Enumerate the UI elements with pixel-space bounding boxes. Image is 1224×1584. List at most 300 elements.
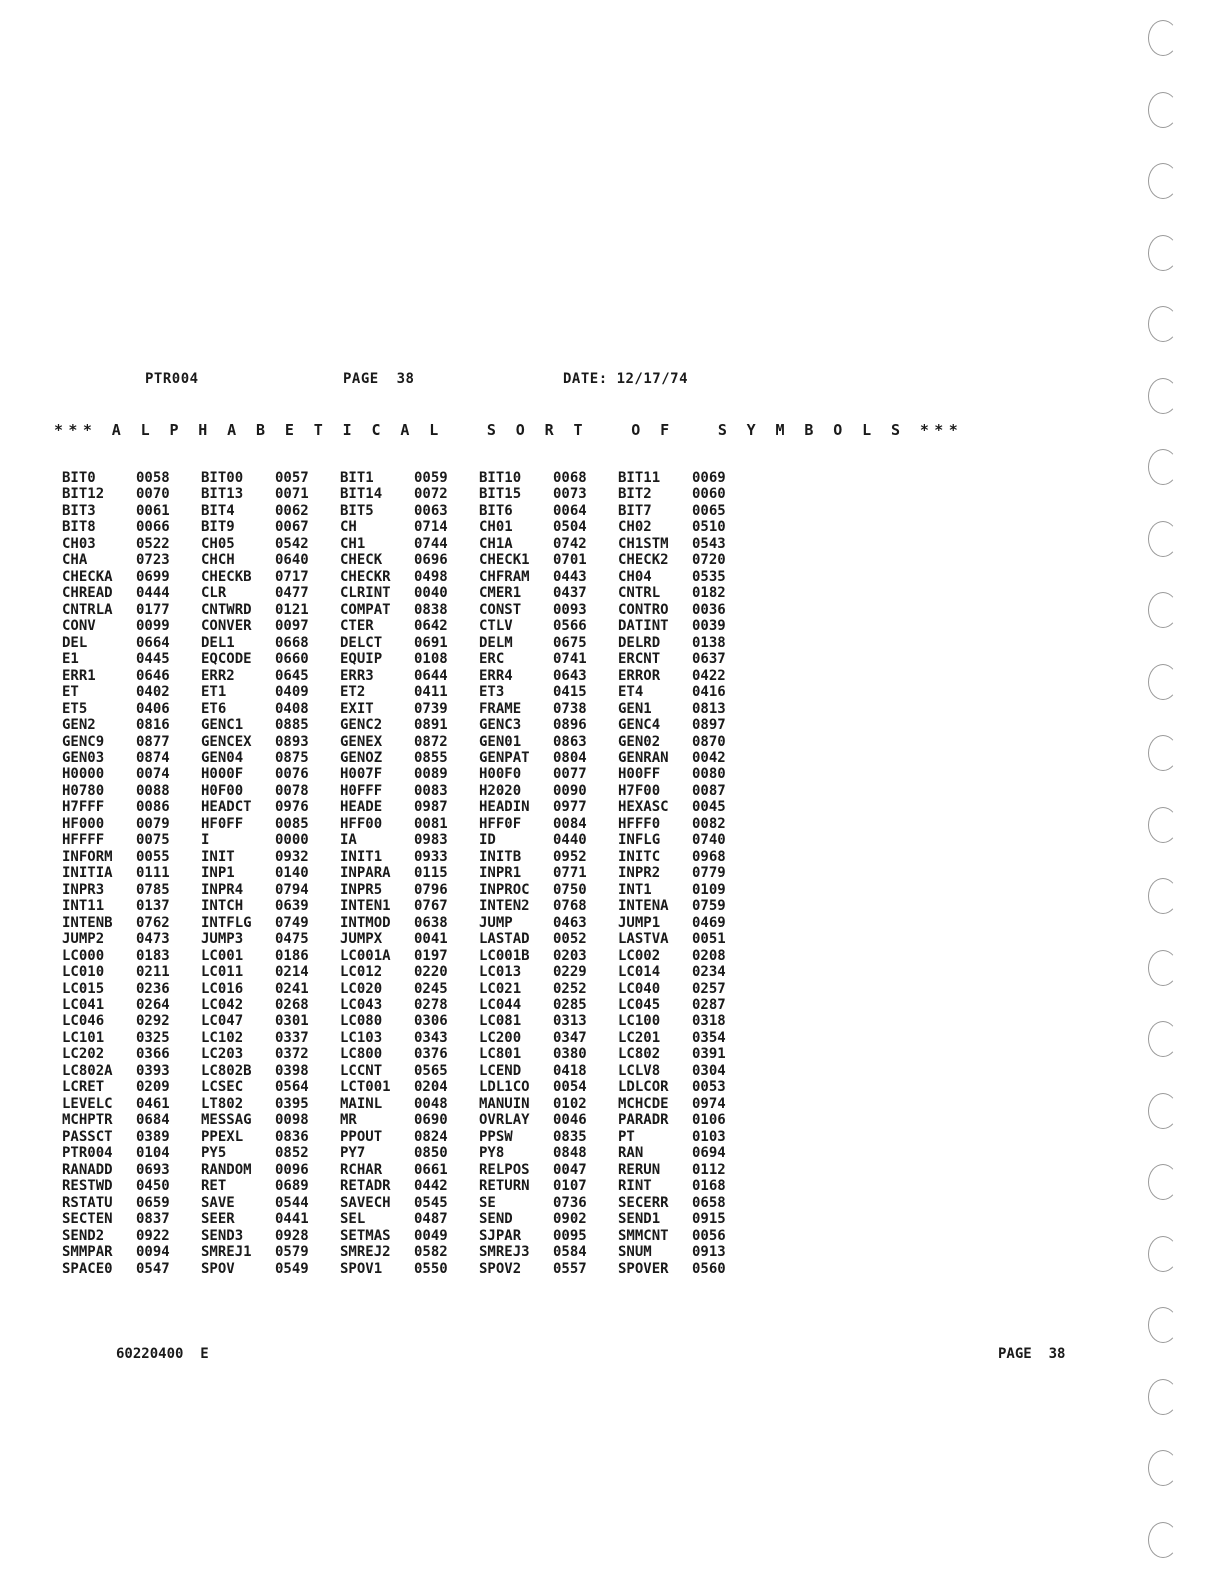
symbol-name: INFORM xyxy=(62,848,113,865)
symbol-address: 0062 xyxy=(275,502,309,519)
symbol-address: 0582 xyxy=(414,1244,448,1261)
feed-hole-icon xyxy=(1148,664,1178,700)
table-row xyxy=(62,1079,757,1095)
symbol-address: 0699 xyxy=(136,568,170,585)
symbol-name: H0780 xyxy=(62,782,105,799)
symbol-address: 0691 xyxy=(414,634,448,651)
table-row xyxy=(62,1261,757,1277)
symbol-name: RELPOS xyxy=(479,1161,530,1178)
symbol-address: 0566 xyxy=(553,618,587,635)
symbol-address: 0645 xyxy=(275,667,309,684)
symbol-name: LC100 xyxy=(618,1013,661,1030)
table-row xyxy=(62,684,757,700)
symbol-address: 0085 xyxy=(275,815,309,832)
symbol-address: 0762 xyxy=(136,914,170,931)
table-row xyxy=(62,1112,757,1128)
symbol-address: 0376 xyxy=(414,1046,448,1063)
symbol-name: LC010 xyxy=(62,964,105,981)
symbol-name: CHFRAM xyxy=(479,568,530,585)
symbol-address: 0739 xyxy=(414,700,448,717)
symbol-address: 0064 xyxy=(553,502,587,519)
symbol-name: LC015 xyxy=(62,980,105,997)
symbol-address: 0306 xyxy=(414,1013,448,1030)
symbol-name: CHECK2 xyxy=(618,552,669,569)
symbol-address: 0094 xyxy=(136,1244,170,1261)
symbol-address: 0115 xyxy=(414,865,448,882)
symbol-name: SPOV1 xyxy=(340,1260,383,1277)
symbol-address: 0138 xyxy=(692,634,726,651)
symbol-name: SAVE xyxy=(201,1194,235,1211)
symbol-address: 0000 xyxy=(275,832,309,849)
symbol-address: 0738 xyxy=(553,700,587,717)
symbol-address: 0046 xyxy=(553,1112,587,1129)
symbol-name: INT1 xyxy=(618,881,652,898)
symbol-address: 0059 xyxy=(414,470,448,486)
symbol-name: HEADCT xyxy=(201,799,252,816)
table-row xyxy=(62,635,757,651)
symbol-name: CH02 xyxy=(618,519,652,536)
symbol-name: HEADIN xyxy=(479,799,530,816)
symbol-name: INP1 xyxy=(201,865,235,882)
symbol-address: 0689 xyxy=(275,1178,309,1195)
symbol-name: ET4 xyxy=(618,684,644,701)
symbol-address: 0089 xyxy=(414,766,448,783)
symbol-name: LC001 xyxy=(201,947,244,964)
symbol-address: 0395 xyxy=(275,1095,309,1112)
symbol-name: SEL xyxy=(340,1211,366,1228)
symbol-name: GEN01 xyxy=(479,733,522,750)
symbol-name: RET xyxy=(201,1178,227,1195)
symbol-address: 0098 xyxy=(275,1112,309,1129)
symbol-name: LC800 xyxy=(340,1046,383,1063)
symbol-name: LCSEC xyxy=(201,1079,244,1096)
symbol-address: 0313 xyxy=(553,1013,587,1030)
symbol-name: SECERR xyxy=(618,1194,669,1211)
symbol-name: BIT8 xyxy=(62,519,96,536)
symbol-name: LC016 xyxy=(201,980,244,997)
symbol-address: 0443 xyxy=(553,568,587,585)
symbol-address: 0968 xyxy=(692,848,726,865)
symbol-name: H007F xyxy=(340,766,383,783)
table-row xyxy=(62,519,757,535)
symbol-address: 0090 xyxy=(553,782,587,799)
symbol-address: 0848 xyxy=(553,1145,587,1162)
symbol-name: H00FF xyxy=(618,766,661,783)
symbol-address: 0103 xyxy=(692,1128,726,1145)
symbol-address: 0720 xyxy=(692,552,726,569)
program-name: PTR004 xyxy=(145,371,199,387)
symbol-address: 0204 xyxy=(414,1079,448,1096)
symbol-name: HF000 xyxy=(62,815,105,832)
symbol-address: 0498 xyxy=(414,568,448,585)
symbol-name: SEND3 xyxy=(201,1227,244,1244)
symbol-name: LC802B xyxy=(201,1062,252,1079)
symbol-name: SPOVER xyxy=(618,1260,669,1277)
symbol-name: RETADR xyxy=(340,1178,391,1195)
symbol-name: LDL1CO xyxy=(479,1079,530,1096)
symbol-name: CHECKR xyxy=(340,568,391,585)
symbol-name: DEL1 xyxy=(201,634,235,651)
symbol-address: 0902 xyxy=(553,1211,587,1228)
symbol-name: LCCNT xyxy=(340,1062,383,1079)
symbol-name: GEN03 xyxy=(62,749,105,766)
symbol-name: CH01 xyxy=(479,519,513,536)
symbol-address: 0469 xyxy=(692,914,726,931)
symbol-name: LC801 xyxy=(479,1046,522,1063)
symbol-name: INITB xyxy=(479,848,522,865)
symbol-name: GENC2 xyxy=(340,717,383,734)
symbol-name: PY5 xyxy=(201,1145,227,1162)
symbol-address: 0852 xyxy=(275,1145,309,1162)
symbol-address: 0058 xyxy=(136,470,170,486)
symbol-address: 0547 xyxy=(136,1260,170,1277)
symbol-name: MR xyxy=(340,1112,357,1129)
table-row xyxy=(62,1211,757,1227)
symbol-name: H7F00 xyxy=(618,782,661,799)
symbol-address: 0220 xyxy=(414,964,448,981)
symbol-name: INPROC xyxy=(479,881,530,898)
symbol-name: CNTWRD xyxy=(201,601,252,618)
symbol-address: 0504 xyxy=(553,519,587,536)
symbol-name: LC043 xyxy=(340,997,383,1013)
symbol-name: CH1A xyxy=(479,535,513,552)
symbol-address: 0065 xyxy=(692,502,726,519)
symbol-name: RCHAR xyxy=(340,1161,383,1178)
symbol-address: 0077 xyxy=(553,766,587,783)
symbol-address: 0749 xyxy=(275,914,309,931)
symbol-name: EQUIP xyxy=(340,651,383,668)
symbol-address: 0637 xyxy=(692,651,726,668)
symbol-name: LC013 xyxy=(479,964,522,981)
symbol-address: 0741 xyxy=(553,651,587,668)
table-row xyxy=(62,783,757,799)
symbol-name: FRAME xyxy=(479,700,522,717)
table-row xyxy=(62,585,757,601)
symbol-name: CTER xyxy=(340,618,374,635)
symbol-name: LC201 xyxy=(618,1029,661,1046)
symbol-address: 0040 xyxy=(414,585,448,602)
symbol-address: 0097 xyxy=(275,618,309,635)
symbol-address: 0182 xyxy=(692,585,726,602)
symbol-name: PASSCT xyxy=(62,1128,113,1145)
symbol-address: 0664 xyxy=(136,634,170,651)
symbol-address: 0658 xyxy=(692,1194,726,1211)
symbol-address: 0209 xyxy=(136,1079,170,1096)
table-row xyxy=(62,931,757,947)
feed-hole-icon xyxy=(1148,878,1178,914)
table-row xyxy=(62,1178,757,1194)
symbol-name: LC012 xyxy=(340,964,383,981)
symbol-address: 0644 xyxy=(414,667,448,684)
symbol-name: INPR5 xyxy=(340,881,383,898)
symbol-name: PPSW xyxy=(479,1128,513,1145)
symbol-address: 0229 xyxy=(553,964,587,981)
symbol-address: 0693 xyxy=(136,1161,170,1178)
symbol-address: 0675 xyxy=(553,634,587,651)
symbol-address: 0813 xyxy=(692,700,726,717)
symbol-name: JUMP1 xyxy=(618,914,661,931)
symbol-name: INTMOD xyxy=(340,914,391,931)
symbol-name: LC011 xyxy=(201,964,244,981)
symbol-name: ET1 xyxy=(201,684,227,701)
table-row xyxy=(62,948,757,964)
feed-hole-icon xyxy=(1148,1522,1178,1558)
symbol-address: 0183 xyxy=(136,947,170,964)
symbol-name: LASTVA xyxy=(618,931,669,948)
symbol-name: LCRET xyxy=(62,1079,105,1096)
feed-hole-icon xyxy=(1148,521,1178,557)
symbol-name: BIT15 xyxy=(479,486,522,503)
symbol-address: 0389 xyxy=(136,1128,170,1145)
table-row xyxy=(62,832,757,848)
symbol-address: 0875 xyxy=(275,749,309,766)
table-row xyxy=(62,717,757,733)
symbol-name: GENEX xyxy=(340,733,383,750)
page-number: PAGE 38 xyxy=(343,371,415,387)
symbol-address: 0643 xyxy=(553,667,587,684)
symbol-address: 0137 xyxy=(136,898,170,915)
symbol-name: LC002 xyxy=(618,947,661,964)
symbol-name: INTENA xyxy=(618,898,669,915)
symbol-address: 0442 xyxy=(414,1178,448,1195)
symbol-address: 0804 xyxy=(553,749,587,766)
symbol-address: 0816 xyxy=(136,717,170,734)
symbol-name: ET6 xyxy=(201,700,227,717)
table-row xyxy=(62,1162,757,1178)
table-row xyxy=(62,651,757,667)
symbol-address: 0640 xyxy=(275,552,309,569)
table-row xyxy=(62,981,757,997)
symbol-address: 0897 xyxy=(692,717,726,734)
symbol-name: IA xyxy=(340,832,357,849)
symbol-name: BIT5 xyxy=(340,502,374,519)
symbol-address: 0701 xyxy=(553,552,587,569)
symbol-name: H000F xyxy=(201,766,244,783)
symbol-name: MCHPTR xyxy=(62,1112,113,1129)
symbol-name: INPR3 xyxy=(62,881,105,898)
feed-hole-icon xyxy=(1148,235,1178,271)
symbol-address: 0461 xyxy=(136,1095,170,1112)
symbol-address: 0285 xyxy=(553,997,587,1013)
symbol-address: 0896 xyxy=(553,717,587,734)
symbol-address: 0874 xyxy=(136,749,170,766)
symbol-address: 0325 xyxy=(136,1029,170,1046)
symbol-name: BIT3 xyxy=(62,502,96,519)
table-row xyxy=(62,486,757,502)
symbol-name: INTFLG xyxy=(201,914,252,931)
symbol-name: LC200 xyxy=(479,1029,522,1046)
symbol-name: SPOV2 xyxy=(479,1260,522,1277)
symbol-address: 0475 xyxy=(275,931,309,948)
symbol-address: 0168 xyxy=(692,1178,726,1195)
symbol-name: SMMPAR xyxy=(62,1244,113,1261)
symbol-name: LC080 xyxy=(340,1013,383,1030)
symbol-address: 0579 xyxy=(275,1244,309,1261)
symbol-address: 0079 xyxy=(136,815,170,832)
symbol-name: INTEN2 xyxy=(479,898,530,915)
symbol-address: 0084 xyxy=(553,815,587,832)
symbol-address: 0736 xyxy=(553,1194,587,1211)
symbol-address: 0061 xyxy=(136,502,170,519)
symbol-address: 0416 xyxy=(692,684,726,701)
symbol-name: LC020 xyxy=(340,980,383,997)
symbol-name: RETURN xyxy=(479,1178,530,1195)
symbol-address: 0343 xyxy=(414,1029,448,1046)
symbol-address: 0067 xyxy=(275,519,309,536)
symbol-name: LC046 xyxy=(62,1013,105,1030)
table-row xyxy=(62,1145,757,1161)
symbol-address: 0549 xyxy=(275,1260,309,1277)
symbol-name: ERR4 xyxy=(479,667,513,684)
symbol-address: 0824 xyxy=(414,1128,448,1145)
symbol-name: PPOUT xyxy=(340,1128,383,1145)
symbol-name: LASTAD xyxy=(479,931,530,948)
symbol-name: CONTRO xyxy=(618,601,669,618)
symbol-address: 0074 xyxy=(136,766,170,783)
symbol-name: GEN1 xyxy=(618,700,652,717)
symbol-address: 0437 xyxy=(553,585,587,602)
symbol-address: 0987 xyxy=(414,799,448,816)
table-row xyxy=(62,618,757,634)
symbol-name: LC041 xyxy=(62,997,105,1013)
symbol-name: LCT001 xyxy=(340,1079,391,1096)
symbol-address: 0380 xyxy=(553,1046,587,1063)
table-row xyxy=(62,536,757,552)
symbol-address: 0863 xyxy=(553,733,587,750)
symbol-address: 0660 xyxy=(275,651,309,668)
table-row xyxy=(62,882,757,898)
symbol-name: LCLV8 xyxy=(618,1062,661,1079)
feed-hole-icon xyxy=(1148,1379,1178,1415)
symbol-address: 0560 xyxy=(692,1260,726,1277)
symbol-address: 0915 xyxy=(692,1211,726,1228)
symbol-name: CLR xyxy=(201,585,227,602)
symbol-address: 0055 xyxy=(136,848,170,865)
symbol-address: 0095 xyxy=(553,1227,587,1244)
symbol-address: 0974 xyxy=(692,1095,726,1112)
symbol-address: 0049 xyxy=(414,1227,448,1244)
symbol-address: 0767 xyxy=(414,898,448,915)
symbol-address: 0048 xyxy=(414,1095,448,1112)
symbol-address: 0052 xyxy=(553,931,587,948)
symbol-name: SMREJ1 xyxy=(201,1244,252,1261)
symbol-address: 0877 xyxy=(136,733,170,750)
symbol-address: 0750 xyxy=(553,881,587,898)
symbol-name: MCHCDE xyxy=(618,1095,669,1112)
symbol-name: CHREAD xyxy=(62,585,113,602)
symbol-name: H0000 xyxy=(62,766,105,783)
symbol-name: SECTEN xyxy=(62,1211,113,1228)
table-row xyxy=(62,569,757,585)
symbol-name: LC014 xyxy=(618,964,661,981)
symbol-address: 0543 xyxy=(692,535,726,552)
symbol-name: SEND1 xyxy=(618,1211,661,1228)
symbol-name: LC802A xyxy=(62,1062,113,1079)
symbol-address: 0354 xyxy=(692,1029,726,1046)
symbol-address: 0111 xyxy=(136,865,170,882)
symbol-address: 0922 xyxy=(136,1227,170,1244)
symbol-name: SMMCNT xyxy=(618,1227,669,1244)
symbol-name: GENPAT xyxy=(479,749,530,766)
symbol-address: 0236 xyxy=(136,980,170,997)
table-row xyxy=(62,997,757,1013)
symbol-address: 0208 xyxy=(692,947,726,964)
table-row xyxy=(62,865,757,881)
symbol-name: INIT1 xyxy=(340,848,383,865)
symbol-address: 0112 xyxy=(692,1161,726,1178)
symbol-name: SJPAR xyxy=(479,1227,522,1244)
symbol-address: 0983 xyxy=(414,832,448,849)
symbol-address: 0073 xyxy=(553,486,587,503)
symbol-address: 0093 xyxy=(553,601,587,618)
symbol-name: HEADE xyxy=(340,799,383,816)
symbol-address: 0535 xyxy=(692,568,726,585)
symbol-address: 0418 xyxy=(553,1062,587,1079)
symbol-name: BIT10 xyxy=(479,470,522,486)
symbol-address: 0759 xyxy=(692,898,726,915)
symbol-address: 0977 xyxy=(553,799,587,816)
symbol-address: 0081 xyxy=(414,815,448,832)
symbol-address: 0893 xyxy=(275,733,309,750)
symbol-name: CMER1 xyxy=(479,585,522,602)
feed-hole-icon xyxy=(1148,20,1178,56)
symbol-name: BIT13 xyxy=(201,486,244,503)
symbol-name: PTR004 xyxy=(62,1145,113,1162)
symbol-name: CH xyxy=(340,519,357,536)
symbol-address: 0203 xyxy=(553,947,587,964)
feed-hole-icon xyxy=(1148,1307,1178,1343)
table-row xyxy=(62,1063,757,1079)
symbol-address: 0099 xyxy=(136,618,170,635)
feed-hole-icon xyxy=(1148,807,1178,843)
symbol-address: 0422 xyxy=(692,667,726,684)
symbol-address: 0837 xyxy=(136,1211,170,1228)
symbol-address: 0668 xyxy=(275,634,309,651)
symbol-name: LC044 xyxy=(479,997,522,1013)
symbol-address: 0639 xyxy=(275,898,309,915)
symbol-address: 0268 xyxy=(275,997,309,1013)
symbol-address: 0088 xyxy=(136,782,170,799)
table-row xyxy=(62,915,757,931)
symbol-address: 0072 xyxy=(414,486,448,503)
symbol-name: ET xyxy=(62,684,79,701)
symbol-address: 0087 xyxy=(692,782,726,799)
symbol-name: INT11 xyxy=(62,898,105,915)
table-row xyxy=(62,849,757,865)
symbol-name: LC802 xyxy=(618,1046,661,1063)
table-row xyxy=(62,898,757,914)
symbol-address: 0082 xyxy=(692,815,726,832)
print-date: DATE: 12/17/74 xyxy=(563,371,689,387)
feed-hole-icon xyxy=(1148,735,1178,771)
symbol-name: BIT12 xyxy=(62,486,105,503)
symbol-address: 0913 xyxy=(692,1244,726,1261)
symbol-address: 0060 xyxy=(692,486,726,503)
symbol-address: 0066 xyxy=(136,519,170,536)
symbol-address: 0347 xyxy=(553,1029,587,1046)
table-row xyxy=(62,1030,757,1046)
symbol-address: 0372 xyxy=(275,1046,309,1063)
symbol-name: CHECK1 xyxy=(479,552,530,569)
symbol-address: 0264 xyxy=(136,997,170,1013)
symbol-name: CH1STM xyxy=(618,535,669,552)
symbol-address: 0292 xyxy=(136,1013,170,1030)
feed-hole-icon xyxy=(1148,1021,1178,1057)
symbol-address: 0717 xyxy=(275,568,309,585)
symbol-address: 0068 xyxy=(553,470,587,486)
symbol-address: 0785 xyxy=(136,881,170,898)
symbol-address: 0398 xyxy=(275,1062,309,1079)
